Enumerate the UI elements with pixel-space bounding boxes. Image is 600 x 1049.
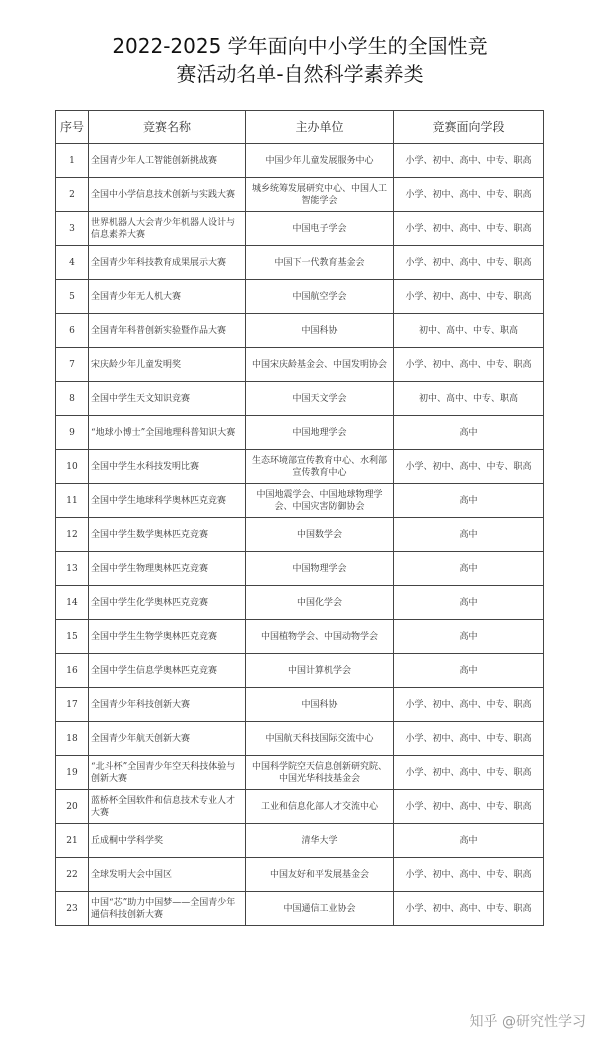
cell-competition-name: 全国青少年科技创新大赛 bbox=[89, 688, 246, 722]
cell-school-stage: 小学、初中、高中、中专、职高 bbox=[394, 892, 544, 926]
cell-competition-name: 全国中学生水科技发明比赛 bbox=[89, 450, 246, 484]
cell-competition-name: “地球小博士”全国地理科普知识大赛 bbox=[89, 416, 246, 450]
cell-school-stage: 高中 bbox=[394, 484, 544, 518]
cell-index: 17 bbox=[56, 688, 89, 722]
cell-competition-name: 全国中学生天文知识竞赛 bbox=[89, 382, 246, 416]
cell-school-stage: 高中 bbox=[394, 620, 544, 654]
table-row bbox=[56, 552, 544, 586]
cell-index: 10 bbox=[56, 450, 89, 484]
cell-competition-name: 全国青少年航天创新大赛 bbox=[89, 722, 246, 756]
cell-organizer: 中国通信工业协会 bbox=[246, 892, 394, 926]
cell-organizer: 中国航天科技国际交流中心 bbox=[246, 722, 394, 756]
cell-school-stage: 小学、初中、高中、中专、职高 bbox=[394, 756, 544, 790]
cell-competition-name: 全国青少年人工智能创新挑战赛 bbox=[89, 144, 246, 178]
table-row bbox=[56, 722, 544, 756]
cell-school-stage: 小学、初中、高中、中专、职高 bbox=[394, 178, 544, 212]
cell-organizer: 中国下一代教育基金会 bbox=[246, 246, 394, 280]
cell-index: 20 bbox=[56, 790, 89, 824]
cell-school-stage: 高中 bbox=[394, 586, 544, 620]
cell-competition-name: 全国中小学信息技术创新与实践大赛 bbox=[89, 178, 246, 212]
cell-school-stage: 小学、初中、高中、中专、职高 bbox=[394, 280, 544, 314]
cell-school-stage: 高中 bbox=[394, 824, 544, 858]
cell-index: 6 bbox=[56, 314, 89, 348]
cell-competition-name: 全国中学生信息学奥林匹克竞赛 bbox=[89, 654, 246, 688]
cell-organizer: 工业和信息化部人才交流中心 bbox=[246, 790, 394, 824]
cell-index: 22 bbox=[56, 858, 89, 892]
cell-school-stage: 小学、初中、高中、中专、职高 bbox=[394, 212, 544, 246]
cell-index: 12 bbox=[56, 518, 89, 552]
table-header-row bbox=[56, 111, 544, 144]
cell-index: 18 bbox=[56, 722, 89, 756]
table-row bbox=[56, 620, 544, 654]
cell-school-stage: 小学、初中、高中、中专、职高 bbox=[394, 722, 544, 756]
table-row bbox=[56, 314, 544, 348]
cell-index: 13 bbox=[56, 552, 89, 586]
cell-index: 21 bbox=[56, 824, 89, 858]
cell-index: 15 bbox=[56, 620, 89, 654]
cell-organizer: 生态环境部宣传教育中心、水利部宣传教育中心 bbox=[246, 450, 394, 484]
cell-competition-name: 中国“芯”助力中国梦——全国青少年通信科技创新大赛 bbox=[89, 892, 246, 926]
cell-school-stage: 高中 bbox=[394, 654, 544, 688]
cell-competition-name: 全国青年科普创新实验暨作品大赛 bbox=[89, 314, 246, 348]
table-row bbox=[56, 212, 544, 246]
cell-competition-name: 全国中学生数学奥林匹克竞赛 bbox=[89, 518, 246, 552]
cell-school-stage: 高中 bbox=[394, 518, 544, 552]
table-row bbox=[56, 144, 544, 178]
cell-competition-name: 蓝桥杯全国软件和信息技术专业人才大赛 bbox=[89, 790, 246, 824]
cell-index: 14 bbox=[56, 586, 89, 620]
cell-organizer: 中国天文学会 bbox=[246, 382, 394, 416]
cell-organizer: 中国植物学会、中国动物学会 bbox=[246, 620, 394, 654]
cell-index: 16 bbox=[56, 654, 89, 688]
table-row bbox=[56, 586, 544, 620]
cell-index: 11 bbox=[56, 484, 89, 518]
table-row bbox=[56, 450, 544, 484]
header-competition-name: 竞赛名称 bbox=[89, 111, 246, 144]
cell-index: 1 bbox=[56, 144, 89, 178]
cell-index: 7 bbox=[56, 348, 89, 382]
cell-index: 23 bbox=[56, 892, 89, 926]
cell-organizer: 中国化学会 bbox=[246, 586, 394, 620]
cell-index: 2 bbox=[56, 178, 89, 212]
table-row bbox=[56, 824, 544, 858]
table-row bbox=[56, 382, 544, 416]
watermark: 知乎 @研究性学习 bbox=[469, 1014, 586, 1030]
cell-organizer: 中国物理学会 bbox=[246, 552, 394, 586]
cell-organizer: 中国少年儿童发展服务中心 bbox=[246, 144, 394, 178]
cell-organizer: 城乡统筹发展研究中心、中国人工智能学会 bbox=[246, 178, 394, 212]
table-row bbox=[56, 246, 544, 280]
cell-organizer: 中国计算机学会 bbox=[246, 654, 394, 688]
table-row bbox=[56, 348, 544, 382]
table-row bbox=[56, 858, 544, 892]
cell-organizer: 中国科学院空天信息创新研究院、中国光华科技基金会 bbox=[246, 756, 394, 790]
cell-competition-name: 全国青少年无人机大赛 bbox=[89, 280, 246, 314]
header-index: 序号 bbox=[56, 111, 89, 144]
cell-index: 19 bbox=[56, 756, 89, 790]
cell-index: 5 bbox=[56, 280, 89, 314]
header-organizer: 主办单位 bbox=[246, 111, 394, 144]
table-row bbox=[56, 178, 544, 212]
cell-index: 3 bbox=[56, 212, 89, 246]
cell-school-stage: 小学、初中、高中、中专、职高 bbox=[394, 790, 544, 824]
table-row bbox=[56, 892, 544, 926]
cell-index: 8 bbox=[56, 382, 89, 416]
table-row bbox=[56, 484, 544, 518]
cell-organizer: 中国宋庆龄基金会、中国发明协会 bbox=[246, 348, 394, 382]
cell-competition-name: 全国中学生生物学奥林匹克竞赛 bbox=[89, 620, 246, 654]
cell-organizer: 中国航空学会 bbox=[246, 280, 394, 314]
table-row bbox=[56, 518, 544, 552]
cell-organizer: 中国友好和平发展基金会 bbox=[246, 858, 394, 892]
table-row bbox=[56, 654, 544, 688]
cell-school-stage: 小学、初中、高中、中专、职高 bbox=[394, 246, 544, 280]
cell-competition-name: 世界机器人大会青少年机器人设计与信息素养大赛 bbox=[89, 212, 246, 246]
cell-index: 9 bbox=[56, 416, 89, 450]
cell-competition-name: 全国中学生地球科学奥林匹克竞赛 bbox=[89, 484, 246, 518]
cell-competition-name: 宋庆龄少年儿童发明奖 bbox=[89, 348, 246, 382]
cell-competition-name: 全国中学生物理奥林匹克竞赛 bbox=[89, 552, 246, 586]
cell-organizer: 清华大学 bbox=[246, 824, 394, 858]
cell-organizer: 中国科协 bbox=[246, 314, 394, 348]
cell-index: 4 bbox=[56, 246, 89, 280]
cell-organizer: 中国地理学会 bbox=[246, 416, 394, 450]
cell-school-stage: 初中、高中、中专、职高 bbox=[394, 382, 544, 416]
table-row bbox=[56, 756, 544, 790]
cell-competition-name: 全国青少年科技教育成果展示大赛 bbox=[89, 246, 246, 280]
competition-table bbox=[55, 110, 544, 926]
header-school-stage: 竞赛面向学段 bbox=[394, 111, 544, 144]
page-title-line1: 2022-2025 学年面向中小学生的全国性竞 bbox=[112, 34, 488, 58]
cell-organizer: 中国数学会 bbox=[246, 518, 394, 552]
table-row bbox=[56, 688, 544, 722]
table-row bbox=[56, 416, 544, 450]
cell-competition-name: 丘成桐中学科学奖 bbox=[89, 824, 246, 858]
cell-competition-name: 全球发明大会中国区 bbox=[89, 858, 246, 892]
cell-competition-name: 全国中学生化学奥林匹克竞赛 bbox=[89, 586, 246, 620]
cell-school-stage: 小学、初中、高中、中专、职高 bbox=[394, 688, 544, 722]
cell-organizer: 中国电子学会 bbox=[246, 212, 394, 246]
table-row bbox=[56, 280, 544, 314]
cell-school-stage: 初中、高中、中专、职高 bbox=[394, 314, 544, 348]
cell-school-stage: 高中 bbox=[394, 416, 544, 450]
cell-organizer: 中国科协 bbox=[246, 688, 394, 722]
cell-school-stage: 小学、初中、高中、中专、职高 bbox=[394, 144, 544, 178]
cell-school-stage: 高中 bbox=[394, 552, 544, 586]
page-title-line2: 赛活动名单-自然科学素养类 bbox=[176, 62, 424, 86]
cell-school-stage: 小学、初中、高中、中专、职高 bbox=[394, 348, 544, 382]
cell-school-stage: 小学、初中、高中、中专、职高 bbox=[394, 858, 544, 892]
cell-competition-name: “北斗杯”全国青少年空天科技体验与创新大赛 bbox=[89, 756, 246, 790]
cell-school-stage: 小学、初中、高中、中专、职高 bbox=[394, 450, 544, 484]
cell-organizer: 中国地震学会、中国地球物理学会、中国灾害防御协会 bbox=[246, 484, 394, 518]
table-row bbox=[56, 790, 544, 824]
